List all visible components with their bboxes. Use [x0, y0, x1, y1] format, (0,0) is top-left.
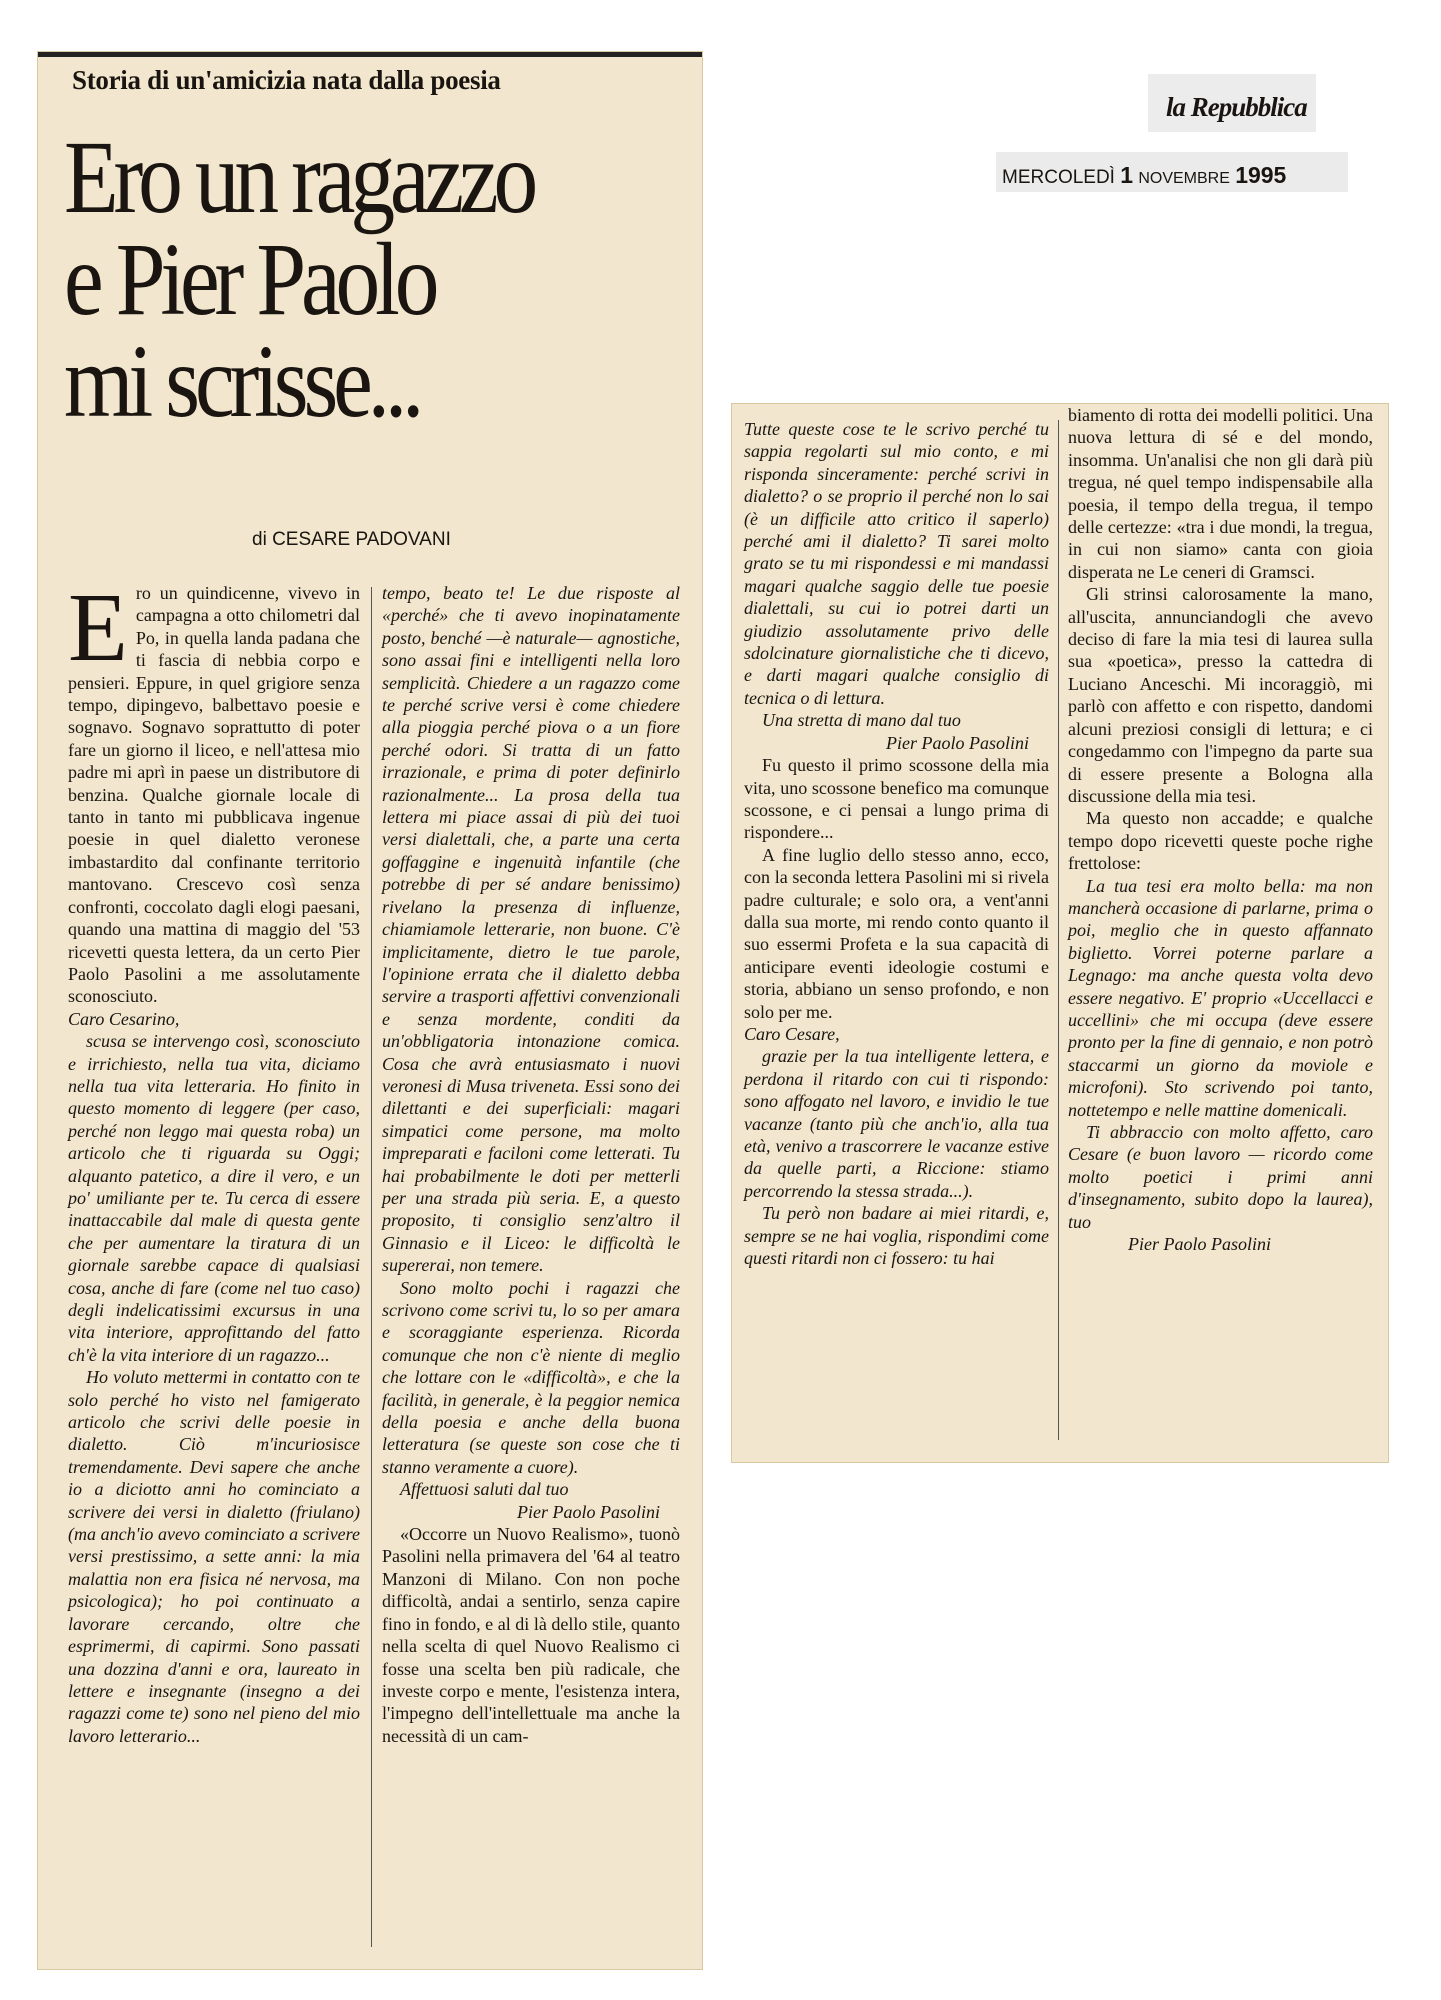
letter-closing: Affettuosi saluti dal tuo	[400, 1479, 569, 1500]
newspaper-masthead: la Repubblica	[1166, 92, 1307, 122]
article-paragraph: A fine luglio dello stesso anno, ecco, con la seconda lettera Pasolini mi si rivela padre culturale; e solo ora, a vent'anni dalla sua morte, mi rendo conto quanto il suo essermi Profeta e la sua capacità di anticipare eventi ideologie costumi e storia, abbiano un senso profondo, e non solo per me.	[744, 844, 1049, 1022]
article-clipping-left	[38, 52, 702, 1969]
article-clipping-right	[732, 404, 1388, 1462]
letter-signature: Pier Paolo Pasolini	[517, 1501, 660, 1522]
date-day: MERCOLEDÌ	[1002, 167, 1115, 188]
letter-paragraph: scusa se intervengo così, sconosciuto e irrichiesto, nella tua vita, diciamo nella tua vita letteraria. Ho finito in questo momento di leggere (per caso, perché non leggo mai questa roba) un articolo che ti riguarda su Oggi; alquanto patetico, a dire il vero, e un po' umiliante per te. Tu cerca di essere inattaccabile dal male di questa gente che per aumentare la tiratura di un giornale sarebbe capace di qualsiasi cosa, anche di fare (come nel tuo caso) degli indelicatissimi excursus in una vita interiore, approfittando del fatto ch'è la vita interiore di un ragazzo...	[68, 1031, 360, 1365]
letter-salutation: Caro Cesare,	[744, 1023, 840, 1044]
article-column-3	[744, 418, 1049, 1269]
article-headline	[64, 120, 597, 439]
letter-paragraph: Ho voluto mettermi in contatto con te solo perché ho visto nel famigerato articolo che scrivi delle poesie in dialetto. Ciò m'incuriosisce tremendamente. Devi sapere che anche io a diciotto anni ho cominciato a scrivere dei versi in dialetto (friulano) (ma anch'io avevo cominciato a scrivere versi prestissimo, a sette anni: la mia malattia non era fisica né nervosa, ma psicologica); ho poi continuato a lavorare cercando, oltre che esprimermi, di capirmi. Sono passati una dozzina d'anni e ora, laureato in lettere e insegnante (insegno a dei ragazzi come te) sono nel pieno del mio lavoro letterario...	[68, 1367, 360, 1746]
article-column-4	[1068, 404, 1373, 1255]
letter-closing: Una stretta di mano dal tuo	[762, 710, 961, 731]
article-paragraph: «Occorre un Nuovo Realismo», tuonò Pasolini nella primavera del '64 al teatro Manzoni di Milano. Con non poche difficoltà, andai a sentirlo, senza capire fino in fondo, e al di là dello stile, quanto nella scelta di quel Nuovo Realismo ci fosse una scelta ben più radicale, che investe corpo e mente, l'esistenza intera, l'impegno dell'intellettuale ma anche la necessità di un cam-	[382, 1524, 680, 1746]
lead-paragraph	[68, 574, 360, 1008]
article-kicker: Storia di un'amicizia nata dalla poesia	[72, 65, 501, 95]
article-paragraph: Gli strinsi calorosamente la mano, all'uscita, annunciandogli che avevo deciso di fare la mia tesi di laurea sulla sua «poetica», presso la cattedra di Luciano Anceschi. Mi incoraggiò, mi parlò con affetto e con rispetto, dandomi alcuni preziosi consigli di lettura; e ci congedammo con l'impegno da parte sua di essere presente a Bologna alla discussione della mia tesi.	[1068, 584, 1373, 806]
article-paragraph: Fu questo il primo scossone della mia vita, uno scossone benefico ma comunque scossone, e ci pensai a lungo prima di rispondere...	[744, 755, 1049, 843]
date-num: 1	[1120, 162, 1134, 188]
letter-paragraph: La tua tesi era molto bella: ma non mancherà occasione di parlarne, prima o poi, meglio che in questo affannato biglietto. Vorrei poterne parlare a Legnago: ma anche questa volta devo essere negativo. E' proprio «Uccellacci e uccellini» che mi occupa (deve essere pronto per la fine di gennaio, e non potrò staccarmi un giorno da moviole e microfoni). Sto scrivendo poi tanto, nottetempo e nelle mattine domenicali.	[1068, 875, 1373, 1120]
letter-paragraph: Tutte queste cose te le scrivo perché tu sappia regolarti sul mio conto, e mi risponda sinceramente: perché scrivi in dialetto? o se proprio il perché non lo sai (è un difficile atto critico il saperlo) perché ami il dialetto? Ti sarei molto grato se tu mi rispondessi e mi mandassi magari qualche saggio delle tue poesie dialettali, su cui io potrei darti un giudizio assolutamente privo delle sdolcinature giornalistiche che ti dicevo, e darti magari qualche consiglio di tecnica o di lettura.	[744, 419, 1049, 708]
letter-paragraph: tempo, beato te! Le due risposte al «perché» che ti avevo inopinatamente posto, benché —è naturale— agnostiche, sono assai fini e intelligenti nella loro semplicità. Chiedere a un ragazzo come te perché scrive versi è come chiedere alla pioggia perché piova o a un fiore perché odori. Si tratta di un fatto irrazionale, e prima di poter definirlo razionalmente... La prosa della tua lettera mi piace assai di più dei tuoi versi dialettali, che, a parte una certa goffaggine e ingenuità infantile (che potrebbe di per sé andare benissimo) rivelano la presenza di influenze, chiamiamole letterarie, non buone. C'è implicitamente, dietro le tue parole, l'opinione errata che il dialetto debba servire a trasporti affettivi convenzionali e senza mordente, conditi da un'obbligatoria intonazione comica. Cosa che avrà entusiasmato i nuovi veronesi di Musa triveneta. Essi sono dei dilettanti e dei superficiali: magari simpatici come persone, ma molto impreparati e faciloni come letterati. Tu hai probabilmente le doti per metterli per una strada più seria. E, a questo proposito, ti consiglio senz'altro il Ginnasio e il Liceo: le difficoltà le supererai, non temere.	[382, 583, 680, 1276]
date-year: 1995	[1235, 162, 1287, 188]
letter-signature: Pier Paolo Pasolini	[1128, 1234, 1271, 1255]
article-column-2	[382, 582, 680, 1747]
article-paragraph: Ma questo non accadde; e qualche tempo dopo ricevetti queste poche righe frettolose:	[1068, 808, 1373, 874]
letter-paragraph: Sono molto pochi i ragazzi che scrivono come scrivi tu, lo so per amara e scoraggiante esperienza. Ricorda comunque che non c'è niente di meglio che lottare con le «difficoltà», e che la facilità, in generale, è la peggior nemica della poesia e anche della buona letteratura (se queste son cose che ti stanno veramente a cuore).	[382, 1277, 680, 1477]
letter-salutation: Caro Cesarino,	[68, 1008, 180, 1029]
letter-paragraph: Tu però non badare ai miei ritardi, e, sempre se ne hai voglia, rispondimi come questi ritardi non ci fossero: tu hai	[744, 1203, 1049, 1269]
drop-cap: E	[68, 574, 128, 682]
letter-signature: Pier Paolo Pasolini	[886, 732, 1029, 753]
column-rule	[1058, 420, 1059, 1440]
date-month: NOVEMBRE	[1138, 170, 1230, 187]
article-column-1	[68, 574, 360, 1747]
headline-line: Ero un ragazzo	[64, 120, 534, 235]
letter-paragraph: grazie per la tua intelligente lettera, e perdona il ritardo con cui ti rispondo: sono affogato nel lavoro, e invidio le tue vacanze (tanto più che anch'io, alla tua età, venivo a trascorrere le vacanze estive da quelle parti, a Riccione: stiamo percorrendo la stessa strada...).	[744, 1046, 1049, 1201]
dateline	[1002, 162, 1286, 189]
headline-line: e Pier Paolo	[64, 222, 435, 337]
lead-text: ro un quindicenne, vivevo in campagna a otto chilometri dal Po, in quella landa padana che ti fascia di nebbia corpo e pensieri. Eppure, in quel grigiore senza tempo, dipingevo, balbettavo poesie e sognavo. Sognavo soprattutto di poter fare un giorno il liceo, e nell'attesa mio padre mi aprì in paese un distributore di benzina. Qualche giornale locale di tanto in tanto mi pubblicava ingenue poesie in quel dialetto veronese imbastardito dal confinante territorio mantovano. Crescevo così senza confronti, coccolato dagli elogi paesani, quando una mattina di maggio del '53 ricevetti questa lettera, da un certo Pier Paolo Pasolini a me assolutamente sconosciuto.	[68, 583, 360, 1007]
article-byline: di CESARE PADOVANI	[252, 529, 451, 550]
article-paragraph: biamento di rotta dei modelli politici. Una nuova lettura di sé e del mondo, insomma. Un'analisi che non gli darà più tregua, né quel tempo indispensabile alla poesia, il tempo della tregua, il tempo delle certezze: «tra i due mondi, la tregua, in cui non siamo» canta con gioia disperata ne Le ceneri di Gramsci.	[1068, 405, 1373, 582]
letter-paragraph: Ti abbraccio con molto affetto, caro Cesare (e buon lavoro — ricordo come molto poetici i primi anni d'insegnamento, subito dopo la laurea), tuo	[1068, 1122, 1373, 1232]
column-rule	[371, 587, 372, 1947]
headline-line: mi scrisse...	[64, 324, 420, 439]
